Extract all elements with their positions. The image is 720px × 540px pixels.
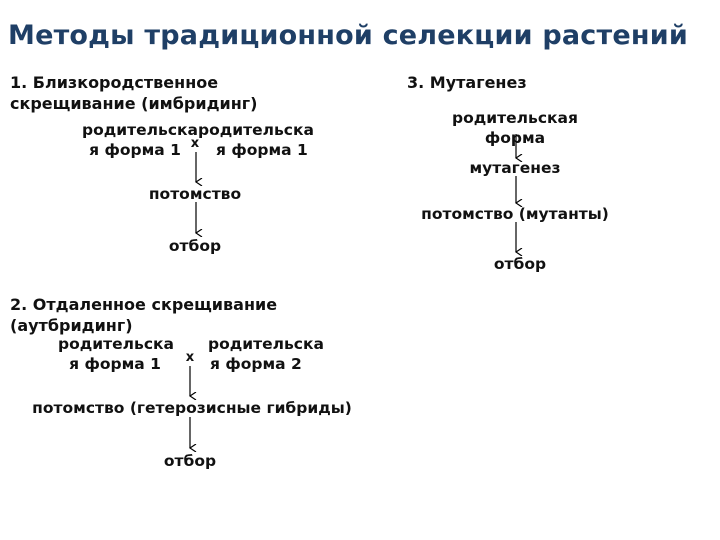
method1-selection: отбор	[168, 237, 222, 255]
method2-parent1-line1: родительска	[58, 335, 174, 353]
method2-heading-line2: (аутбридинг)	[10, 316, 133, 335]
method2-heading-line1: 2. Отдаленное скрещивание	[10, 295, 278, 314]
method1-cross-sign: х	[190, 136, 200, 151]
method2-parent1-line2: я форма 1	[69, 355, 161, 373]
method3-offspring: потомство (мутанты)	[421, 205, 609, 223]
method1-parent2-line2: я форма 1	[216, 141, 308, 159]
method1-parent1-line2: я форма 1	[89, 141, 181, 159]
method3-parent-line2: форма	[484, 129, 546, 147]
method3-parent-line1: родительская	[452, 109, 578, 127]
method2-parent2-line2: я форма 2	[210, 355, 302, 373]
method1-parent1-line1: родительска	[82, 121, 198, 139]
method3-heading: 3. Мутагенез	[407, 73, 527, 92]
method2-cross-sign: х	[185, 350, 195, 365]
method3-process: мутагенез	[469, 159, 561, 177]
method1-parent2-line1: родительска	[198, 121, 314, 139]
method2-parent2-line1: родительска	[208, 335, 324, 353]
page-title: Методы традиционной селекции растений	[8, 20, 688, 51]
method1-heading-line1: 1. Близкородственное	[10, 73, 219, 92]
method1-offspring: потомство	[148, 185, 242, 203]
method1-heading-line2: скрещивание (имбридинг)	[10, 94, 258, 113]
method3-selection: отбор	[493, 255, 547, 273]
method2-offspring: потомство (гетерозисные гибриды)	[32, 399, 352, 417]
method2-selection: отбор	[163, 452, 217, 470]
